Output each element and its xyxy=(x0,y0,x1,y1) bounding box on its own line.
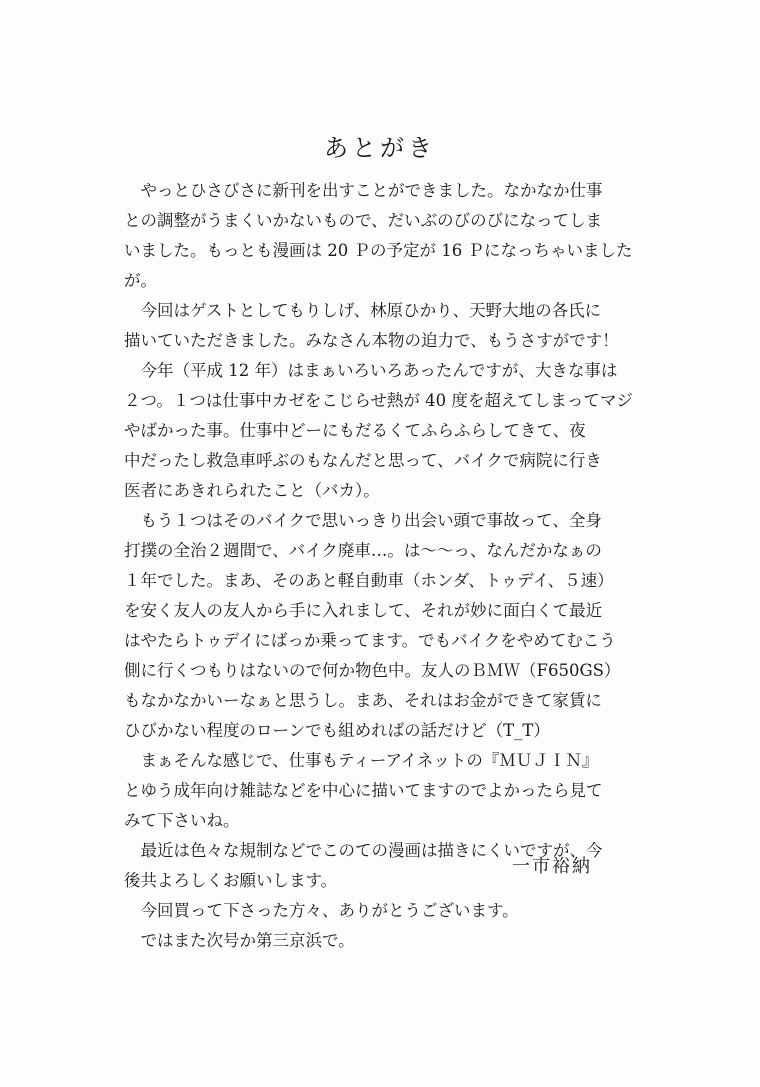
text-line: 描いていただきました。みなさん本物の迫力で、もうさすがです！ xyxy=(124,331,619,350)
text-line: 今回はゲストとしてもりしげ、林原ひかり、天野大地の各氏に xyxy=(124,301,602,320)
text-line: はやたらトゥデイにばっか乗ってます。でもバイクをやめてむこう xyxy=(124,631,616,650)
text-line: ２つ。１つは仕事中カゼをこじらせ熱が 40 度を超えてしまってマジ xyxy=(124,391,633,410)
afterword-body xyxy=(124,176,654,956)
text-line: ではまた次号か第三京浜で。 xyxy=(124,931,355,950)
text-line: みて下さいね。 xyxy=(124,811,240,830)
text-line: 中だったし救急車呼ぶのもなんだと思って、バイクで病院に行き xyxy=(124,451,602,470)
text-line: 今年（平成 12 年）はまぁいろいろあったんですが、大きな事は xyxy=(124,361,618,380)
text-line: もう１つはそのバイクで思いっきり出会い頭で事故って、全身 xyxy=(124,511,602,530)
text-line: やばかった事。仕事中どーにもだるくてふらふらしてきて、夜 xyxy=(124,421,586,440)
text-line: とゆう成年向け雑誌などを中心に描いてますのでよかったら見て xyxy=(124,781,603,800)
text-line: ひびかない程度のローンでも組めればの話だけど（T_T） xyxy=(124,721,550,740)
text-line: 最近は色々な規制などでこのての漫画は描きにくいですが、今 xyxy=(124,841,603,860)
text-line: 打撲の全治２週間で、バイク廃車…。は～～っ、なんだかなぁの xyxy=(124,541,602,560)
author-signature: 一市裕納 xyxy=(512,856,592,877)
text-line: 側に行くつもりはないので何か物色中。友人のＢＭＷ（F650GS） xyxy=(124,661,621,680)
text-line: を安く友人の友人から手に入れまして、それが妙に面白くて最近 xyxy=(124,601,603,620)
text-line: １年でした。まあ、そのあと軽自動車（ホンダ、トゥデイ、５速） xyxy=(124,571,614,590)
text-line: 後共よろしくお願いします。 xyxy=(124,871,338,890)
text-line: との調整がうまくいかないもので、だいぶのびのびになってしま xyxy=(124,211,603,230)
text-line: もなかなかいーなぁと思うし。まあ、それはお金ができて家賃に xyxy=(124,691,602,710)
text-line: が。 xyxy=(124,271,157,290)
text-line: 今回買って下さった方々、ありがとうございます。 xyxy=(124,901,519,920)
page-title: あとがき xyxy=(324,134,436,162)
text-line: 医者にあきれられたこと（バカ）。 xyxy=(124,481,380,500)
text-line: いました。もっとも漫画は 20 Ｐの予定が 16 Ｐになっちゃいました xyxy=(124,241,633,260)
text-line: まぁそんな感じで、仕事もティーアイネットの『ＭＵＪＩＮ』 xyxy=(124,751,599,770)
text-line: やっとひさびさに新刊を出すことができました。なかなか仕事 xyxy=(124,181,603,200)
